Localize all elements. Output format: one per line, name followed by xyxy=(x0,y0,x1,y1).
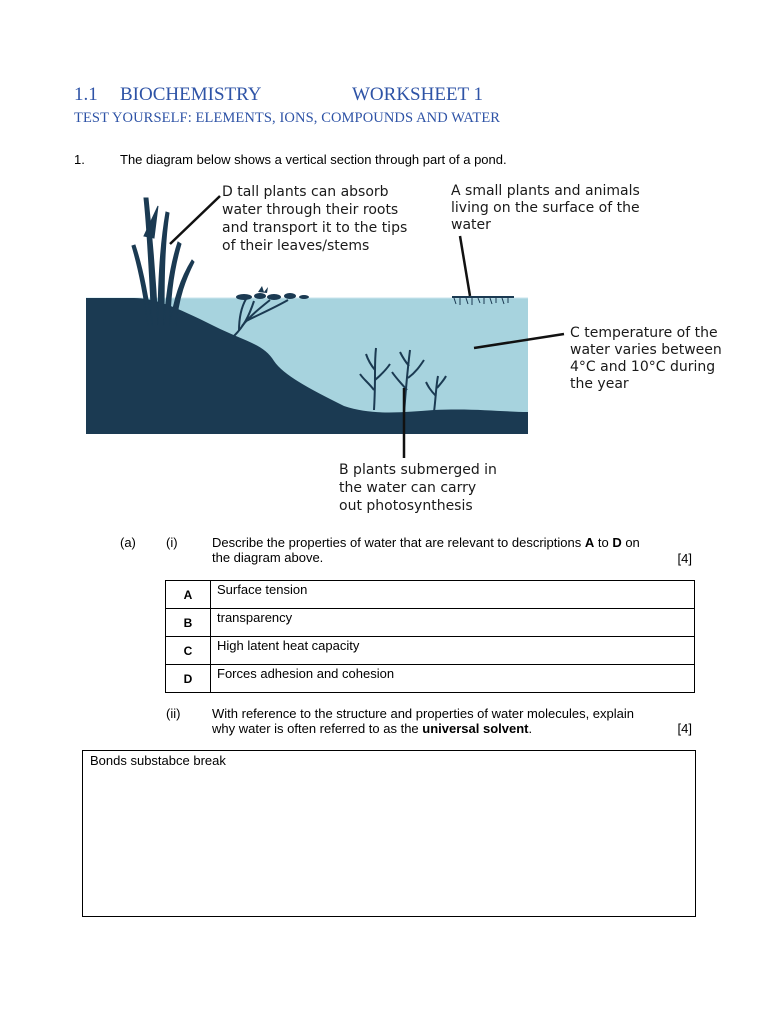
part-a-i-bold-d: D xyxy=(612,535,622,550)
label-a-line-1: A small plants and animals xyxy=(451,183,640,199)
part-a-i-text-3: on xyxy=(621,535,640,550)
label-c-line-3: 4°C and 10°C during xyxy=(570,359,716,375)
table-row xyxy=(166,581,695,609)
label-b-line-1: B plants submerged in xyxy=(339,462,497,478)
part-a-ii-label: (ii) xyxy=(166,706,181,721)
label-d xyxy=(222,184,412,254)
part-a-i-marks: [4] xyxy=(677,551,692,566)
table-row xyxy=(166,665,695,693)
label-c-line-4: the year xyxy=(570,376,629,392)
question-text: The diagram below shows a vertical section through part of a pond. xyxy=(120,152,507,167)
label-d-line-3: and transport it to the tips xyxy=(222,220,408,236)
label-c-line-1: C temperature of the xyxy=(570,325,718,341)
worksheet-label: WORKSHEET 1 xyxy=(352,84,484,105)
row-answer[interactable]: Forces adhesion and cohesion xyxy=(211,665,695,693)
part-a-i-question xyxy=(212,535,652,565)
label-d-line-2: water through their roots xyxy=(222,202,399,218)
part-a-ii-line-2-end: . xyxy=(528,721,533,736)
section-title: BIOCHEMISTRY xyxy=(120,84,262,105)
part-a-ii-line-2: why water is often referred to as the xyxy=(212,721,423,736)
label-d-line-4: of their leaves/stems xyxy=(222,238,370,254)
row-key: B xyxy=(166,609,211,637)
part-a-i-text-2: to xyxy=(594,535,613,550)
label-d-line-1: D tall plants can absorb xyxy=(222,184,389,200)
label-c-line-2: water varies between xyxy=(570,342,722,358)
label-b-line-2: the water can carry xyxy=(339,480,477,496)
label-b xyxy=(339,462,501,514)
question-number: 1. xyxy=(74,152,85,167)
part-a-ii-marks: [4] xyxy=(677,721,692,736)
section-number: 1.1 xyxy=(74,84,98,105)
table-row xyxy=(166,637,695,665)
row-key: A xyxy=(166,581,211,609)
answer-text: Bonds substabce break xyxy=(90,753,226,768)
row-key: C xyxy=(166,637,211,665)
row-answer[interactable]: Surface tension xyxy=(211,581,695,609)
label-a-line-3: water xyxy=(451,217,491,233)
row-answer[interactable]: High latent heat capacity xyxy=(211,637,695,665)
table-row xyxy=(166,609,695,637)
part-a-i-text-4: the diagram above. xyxy=(212,550,324,565)
row-answer[interactable]: transparency xyxy=(211,609,695,637)
part-a-label: (a) xyxy=(120,535,136,550)
part-a-ii-question xyxy=(212,706,682,736)
pond-diagram xyxy=(74,176,754,516)
part-a-ii-bold: universal solvent xyxy=(422,721,529,736)
answer-box[interactable] xyxy=(82,750,696,917)
part-a-i-label: (i) xyxy=(166,535,178,550)
label-c xyxy=(570,325,726,392)
label-b-line-3: out photosynthesis xyxy=(339,498,473,514)
properties-table xyxy=(165,580,695,693)
part-a-i-text-1: Describe the properties of water that are relevant to descriptions xyxy=(212,535,585,550)
worksheet-subtitle: TEST YOURSELF: ELEMENTS, IONS, COMPOUNDS AND WATER xyxy=(74,110,501,126)
label-a-line-2: living on the surface of the xyxy=(451,200,640,216)
part-a-ii-line-1: With reference to the structure and properties of water molecules, explain xyxy=(212,706,634,721)
row-key: D xyxy=(166,665,211,693)
label-a xyxy=(451,183,644,233)
part-a-i-bold-a: A xyxy=(584,535,595,550)
